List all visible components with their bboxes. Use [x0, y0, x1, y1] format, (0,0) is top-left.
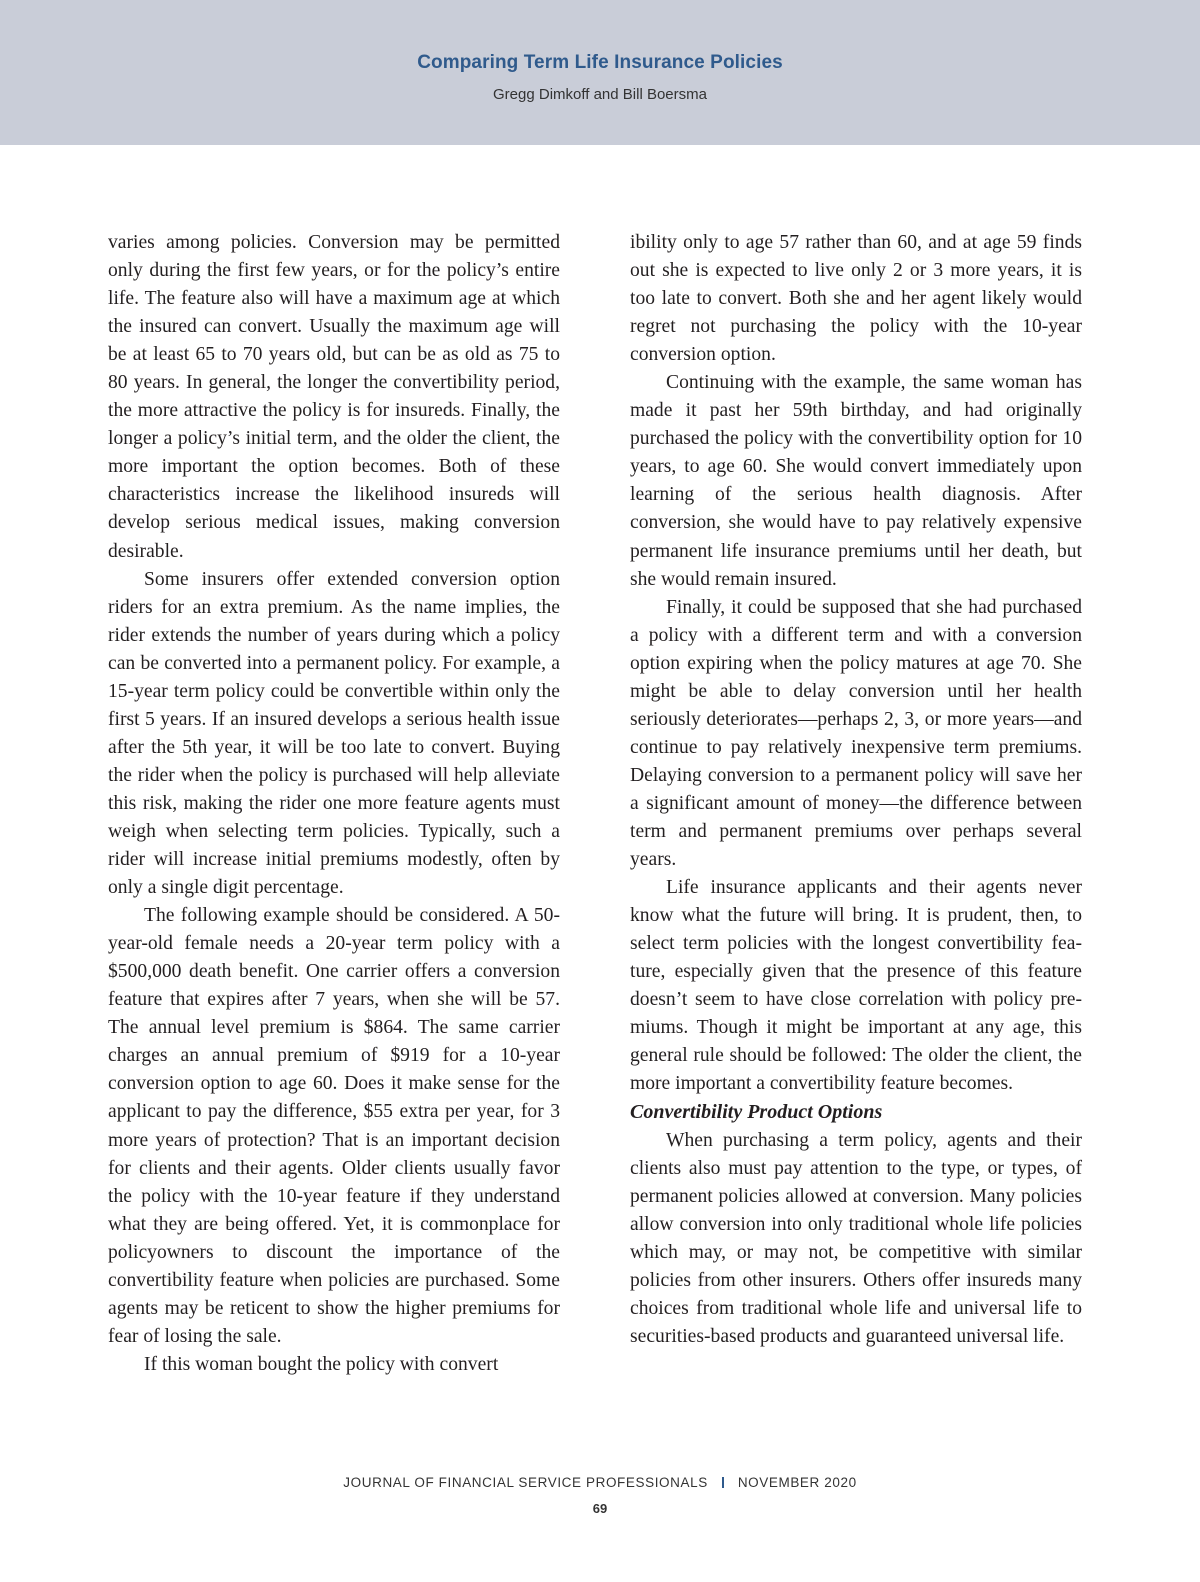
paragraph: varies among policies. Conversion may be permitted only during the first few years, or for the policy’s entire life. The feature also will have a maximum age at which the insured can convert. Usually the maximum age will be at least 65 to 70 years old, but can be as old as 75 to 80 years. In general, the longer the convertibility period, the more attractive the policy is for insureds. Finally, the longer a policy’s initial term, and the older the client, the more important the option becomes. Both of these characteristics increase the likelihood insureds will develop serious medical issues, making conversion desirable.: [108, 232, 560, 562]
paragraph: Continuing with the example, the same woman has made it past her 59th birthday, and had originally purchased the policy with the convertibility option for 10 years, to age 60. She would convert immediately upon learning of the serious health diagnosis. After conversion, she would have to pay relatively expensive permanent life insurance premiums until her death, but she would remain insured.: [630, 372, 1082, 590]
article-authors: Gregg Dimkoff and Bill Boersma: [493, 86, 707, 103]
header-band: [0, 0, 1200, 145]
paragraph: Finally, it could be supposed that she had purchased a policy with a different term and with a conversion option expiring when the policy matures at age 70. She might be able to delay conversion until her health seriously deteriorates—perhaps 2, 3, or more years—and continue to pay relatively inexpensive term premiums. Delaying conversion to a permanent policy will save her a significant amount of money—the difference between term and permanent premiums over perhaps several years.: [630, 596, 1082, 871]
left-column: [108, 229, 560, 1379]
paragraph: ibility only to age 57 rather than 60, and at age 59 finds out she is expected to live only 2 or 3 more years, it is too late to convert. Both she and her agent likely would regret not purchasing the policy with the 10-year conversion option.: [630, 232, 1082, 366]
footer-separator: [722, 1477, 724, 1488]
paragraph: The following example should be considered. A 50-year-old female needs a 20-year term policy with a $500,000 death benefit. One carrier offers a conversion feature that expires after 7 years, when she will be 57. The annual level premium is $864. The same carrier charges an annual premium of $919 for a 10-year conversion option to age 60. Does it make sense for the applicant to pay the difference, $55 extra per year, for 3 more years of protection? That is an important decision for clients and their agents. Older clients usually favor the policy with the 10-year feature if they understand what they are being offered. Yet, it is commonplace for policyowners to discount the importance of the convertibility feature when policies are purchased. Some agents may be reticent to show the higher premiums for fear of losing the sale.: [108, 905, 560, 1347]
article-title: Comparing Term Life Insurance Policies: [417, 52, 783, 73]
paragraph: Some insurers offer extended conversion option riders for an extra premium. As the name implies, the rider extends the number of years during which a policy can be converted into a permanent policy. For example, a 15-year term policy could be convertible within only the first 5 years. If an insured develops a serious health issue after the 5th year, it will be too late to convert. Buying the rider when the policy is purchased will help alleviate this risk, making the rider one more feature agents must weigh when selecting term policies. Typically, such a rider will increase initial premiums modestly, often by only a single digit percentage.: [108, 568, 560, 899]
paragraph: When purchasing a term policy, agents and their clients also must pay attention to the type, or types, of permanent policies allowed at conversion. Many policies allow conversion into only traditional whole life policies which may, or may not, be competitive with similar policies from other insurers. Others offer insureds many choices from traditional whole life and universal life to securities-based products and guaranteed universal life.: [630, 1129, 1082, 1347]
section-subheading: Convertibility Product Options: [630, 1101, 883, 1124]
right-column: [630, 229, 1082, 1351]
paragraph: If this woman bought the policy with convert: [144, 1353, 499, 1375]
issue-date: NOVEMBER 2020: [737, 1475, 857, 1490]
paragraph: Life insurance applicants and their agents never know what the future will bring. It is prudent, then, to select term policies with the longest convertibility feature, especially given that the presence of this feature doesn’t seem to have close correlation with policy premiums. Though it might be important at any age, this general rule should be followed: The older the client, the more important a convertibility feature becomes.: [630, 877, 1082, 1095]
page-number: 69: [592, 1501, 608, 1516]
footer-journal-line: [0, 1475, 1200, 1490]
journal-name: JOURNAL OF FINANCIAL SERVICE PROFESSIONALS: [343, 1475, 708, 1490]
